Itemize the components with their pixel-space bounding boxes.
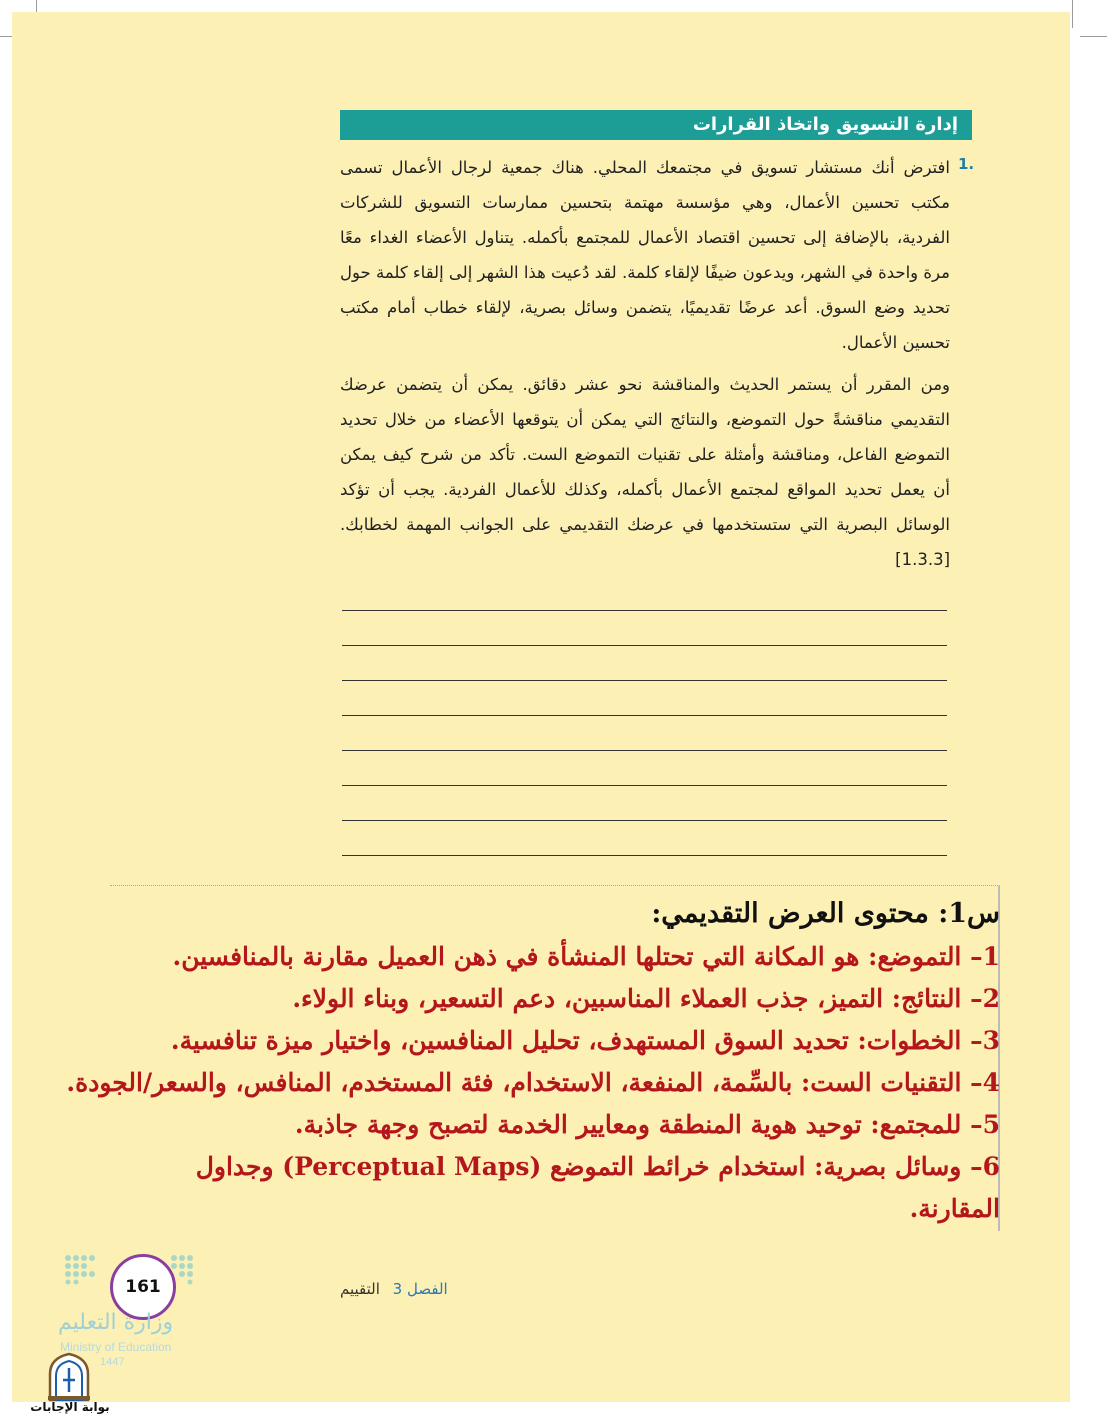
page-number: 161: [110, 1254, 176, 1320]
answer-item: 5– للمجتمع: توحيد هوية المنطقة ومعايير الخدمة لتصبح وجهة جاذبة.: [294, 1110, 1000, 1139]
crop-mark: [1072, 0, 1073, 28]
answer-title: س1: محتوى العرض التقديمي:: [651, 898, 1000, 929]
answer-line: [342, 820, 947, 821]
answer-item: 2– النتائج: التميز، جذب العملاء المناسبين، دعم التسعير، وبناء الولاء.: [292, 984, 1000, 1013]
answer-item: 1– التموضع: هو المكانة التي تحتلها المنشأة في ذهن العميل مقارنة بالمنافسين.: [172, 942, 1000, 971]
chapter-title: التقييم: [340, 1280, 380, 1298]
answer-line: [342, 610, 947, 611]
ministry-name-en: Ministry of Education: [60, 1340, 172, 1354]
footer-chapter: [340, 1280, 480, 1298]
answer-line: [342, 750, 947, 751]
crop-mark: [1080, 36, 1107, 37]
section-header: إدارة التسويق واتخاذ القرارات: [340, 110, 972, 140]
answer-line: [342, 715, 947, 716]
question-paragraph-1: افترض أنك مستشار تسويق في مجتمعك المحلي. هناك جمعية لرجال الأعمال تسمى مكتب تحسين الأعمال، وهي مؤسسة مهتمة بتحسين ممارسات التسويق للشركات الفردية، بالإضافة إلى تحسين اقتصاد الأعمال للمجتمع بأكمله. يتناول الأعضاء الغداء معًا مرة واحدة في الشهر، ويدعون ضيفًا لإلقاء كلمة. لقد دُعيت هذا الشهر إلى إلقاء كلمة حول تحديد وضع السوق. أعد عرضًا تقديميًا، يتضمن وسائل بصرية، لإلقاء خطاب أمام مكتب تحسين الأعمال.: [340, 158, 950, 352]
question-number: 1.: [958, 155, 975, 173]
answer-item: المقارنة.: [909, 1194, 1000, 1223]
chapter-label: الفصل 3: [392, 1280, 448, 1298]
answer-item: 6– وسائل بصرية: استخدام خرائط التموضع (Perceptual Maps) وجداول: [195, 1152, 1000, 1181]
ministry-year: 1447: [100, 1356, 125, 1368]
answer-line: [342, 855, 947, 856]
answer-line: [342, 785, 947, 786]
ministry-name-ar: وزارة التعليم: [58, 1310, 174, 1335]
answer-line: [342, 680, 947, 681]
site-name: بوابة الإجابات: [30, 1400, 110, 1414]
answer-item: 3– الخطوات: تحديد السوق المستهدف، تحليل المنافسين، واختيار ميزة تنافسية.: [170, 1026, 1000, 1055]
question-paragraph-2: ومن المقرر أن يستمر الحديث والمناقشة نحو عشر دقائق. يمكن أن يتضمن عرضك التقديمي مناقشةً حول التموضع، والنتائج التي يمكن أن يتوقعها الأعضاء من خلال تحديد التموضع الفاعل، ومناقشة وأمثلة على تقنيات التموضع الست. تأكد من شرح كيف يمكن أن يعمل تحديد المواقع لمجتمع الأعمال بأكمله، وكذلك للأعمال الفردية. يجب أن تؤكد الوسائل البصرية التي ستستخدمها في عرضك التقديمي على الجوانب المهمة لخطابك. [1.3.3]: [340, 375, 950, 569]
answer-line: [342, 645, 947, 646]
site-logo-icon: [44, 1352, 94, 1402]
answer-item: 4– التقنيات الست: بالسِّمة، المنفعة، الاستخدام، فئة المستخدم، المنافس، والسعر/الجودة.: [66, 1068, 1000, 1097]
